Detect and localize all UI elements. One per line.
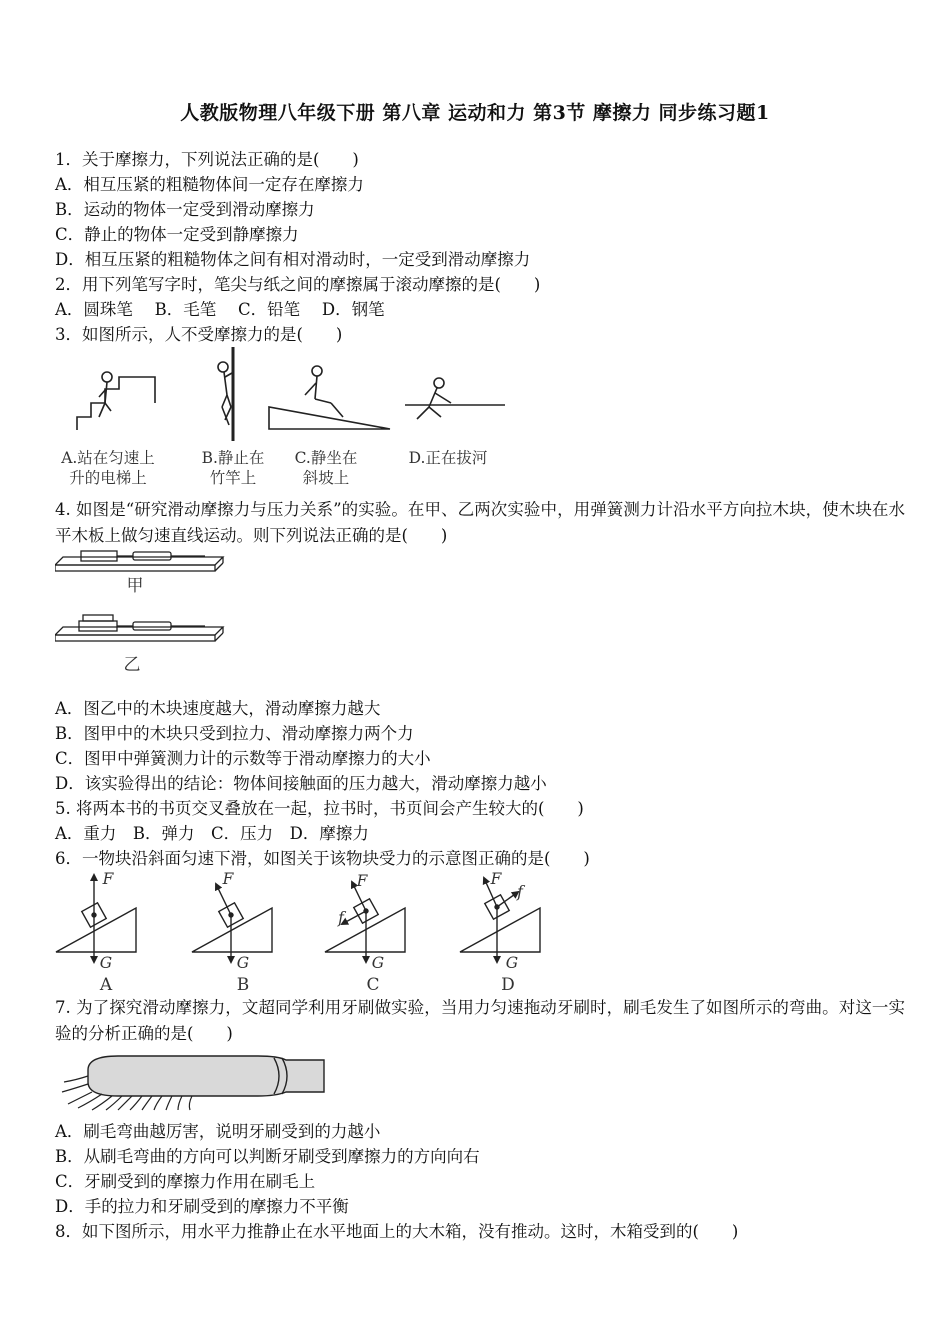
q1-option-a: A．相互压紧的粗糙物体间一定存在摩擦力 (55, 175, 364, 194)
q3-label-a2: 升的电梯上 (69, 469, 147, 487)
q6-b-G: G (236, 954, 250, 972)
q7-option-b: B．从刷毛弯曲的方向可以判断牙刷受到摩擦力的方向向右 (55, 1147, 480, 1166)
q4-option-c: C．图甲中弹簧测力计的示数等于滑动摩擦力的大小 (55, 749, 431, 768)
q8-stem: 8．如下图所示，用水平力推静止在水平地面上的大木箱，没有推动。这时，木箱受到的( ) (55, 1222, 739, 1241)
q4-figure-drawing (55, 545, 230, 665)
q3-figure-drawing (55, 345, 515, 445)
q6-label-b: B (236, 975, 250, 995)
q7-stem: 7. 为了探究滑动摩擦力，文超同学利用牙刷做实验，当用力匀速拖动牙刷时，刷毛发生了如图所示的弯曲。对这一实验的分析正确的是( ) (55, 998, 905, 1043)
q3-label-b2: 竹竿上 (209, 469, 257, 487)
q2-options: A．圆珠笔 B．毛笔 C．铅笔 D．钢笔 (55, 300, 385, 319)
q6-c-G: G (371, 954, 385, 972)
q6-label-a: A (99, 975, 113, 995)
q3-stem: 3．如图所示，人不受摩擦力的是( ) (55, 325, 343, 344)
q3-label-d1: D.正在拔河 (408, 449, 488, 467)
q7-option-a: A．刷毛弯曲越厉害，说明牙刷受到的力越小 (55, 1122, 381, 1141)
q3-label-a1: A.站在匀速上 (61, 449, 155, 467)
q6-stem: 6．一物块沿斜面匀速下滑，如图关于该物块受力的示意图正确的是( ) (55, 849, 590, 868)
q1-option-b: B．运动的物体一定受到滑动摩擦力 (55, 200, 315, 219)
q6-d-f: f (517, 883, 523, 901)
q7-toothbrush-figure (58, 1048, 328, 1114)
q4-label-yi: 乙 (123, 655, 141, 675)
q6-figure (52, 870, 552, 965)
q7-option-d: D．手的拉力和牙刷受到的摩擦力不平衡 (55, 1197, 349, 1216)
q3-figure (55, 345, 515, 445)
q3-label-c1: C.静坐在 (294, 449, 358, 467)
q4-option-a: A．图乙中的木块速度越大，滑动摩擦力越大 (55, 699, 381, 718)
q4-option-b: B．图甲中的木块只受到拉力、滑动摩擦力两个力 (55, 724, 414, 743)
q4-stem: 4. 如图是“研究滑动摩擦力与压力关系”的实验。在甲、乙两次实验中，用弹簧测力计沿水平方向拉木块，使木块在水平木板上做匀速直线运动。则下列说法正确的是( ) (55, 500, 905, 545)
q1-option-c: C．静止的物体一定受到静摩擦力 (55, 225, 299, 244)
q1-stem: 1．关于摩擦力，下列说法正确的是( ) (55, 150, 359, 169)
q6-label-d: D (501, 975, 515, 995)
q6-b-F: F (222, 870, 234, 888)
q7-option-c: C．牙刷受到的摩擦力作用在刷毛上 (55, 1172, 316, 1191)
q5-options: A．重力 B．弹力 C．压力 D．摩擦力 (55, 824, 369, 843)
q6-figure-drawing (52, 870, 552, 965)
q6-d-F: F (490, 870, 502, 888)
q4-option-d: D．该实验得出的结论：物体间接触面的压力越大，滑动摩擦力越小 (55, 774, 547, 793)
q3-label-c2: 斜坡上 (302, 469, 350, 487)
q3-label-b1: B.静止在 (201, 449, 265, 467)
q5-stem: 5. 将两本书的书页交叉叠放在一起，拉书时，书页间会产生较大的( ) (55, 799, 584, 818)
q4-label-jia: 甲 (126, 576, 144, 596)
q6-d-G: G (505, 954, 519, 972)
q6-a-G: G (99, 954, 113, 972)
page-title: 人教版物理八年级下册 第八章 运动和力 第3节 摩擦力 同步练习题1 (180, 102, 770, 124)
q4-figure (55, 545, 230, 665)
q6-c-F: F (356, 872, 368, 890)
q2-stem: 2．用下列笔写字时，笔尖与纸之间的摩擦属于滚动摩擦的是( ) (55, 275, 541, 294)
q1-option-d: D．相互压紧的粗糙物体之间有相对滑动时，一定受到滑动摩擦力 (55, 250, 531, 269)
q6-label-c: C (366, 975, 380, 995)
q6-a-F: F (102, 870, 114, 888)
q6-c-f: f (338, 909, 344, 927)
toothbrush-drawing (58, 1048, 328, 1114)
